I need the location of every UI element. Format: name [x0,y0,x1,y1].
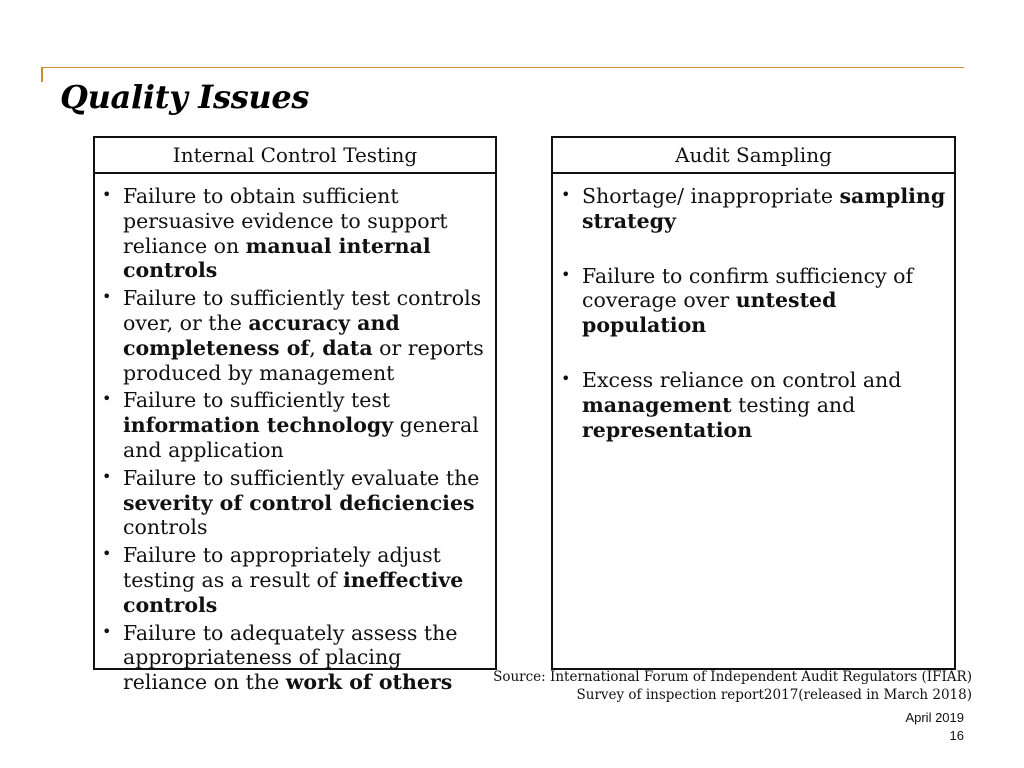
bullet-item [554,264,950,338]
slide-footer [905,709,964,745]
bullet-icon: • [561,368,571,388]
bullet-icon: • [102,466,112,486]
bullet-text-bold: representation [582,417,753,442]
bullet-text: testing and [731,392,856,417]
bullet-text: general and application [123,413,479,462]
page-number: 16 [949,728,964,743]
audit-sampling-list [554,184,950,472]
source-line-1: Source: International Forum of Independent Audit Regulators (IFIAR) [493,669,972,685]
bullet-text: Failure to obtain sufficient persuasive evidence to support reliance on [123,184,448,258]
source-line-2: Survey of inspection report2017(released in March 2018) [576,687,972,703]
bullet-item [95,466,491,540]
bullet-text: or reports produced by management [123,335,484,385]
audit-sampling-header: Audit Sampling [551,136,956,174]
bullet-icon: • [102,287,112,307]
bullet-text: Failure to sufficiently test [123,388,391,413]
bullet-item [95,184,491,283]
bullet-icon: • [561,264,571,284]
bullet-item [95,543,491,617]
internal-control-testing-header: Internal Control Testing [93,136,497,174]
bullet-icon: • [102,621,112,641]
bullet-text: Failure to sufficiently evaluate the [123,465,480,490]
bullet-text-bold: ineffective controls [123,567,464,617]
bullet-item [554,184,950,234]
footer-date: April 2019 [905,710,964,725]
bullet-item [554,368,950,442]
bullet-icon: • [102,544,112,564]
bullet-text-bold: data [322,335,373,360]
bullet-icon: • [102,185,112,204]
bullet-text-bold: manual internal controls [123,233,431,283]
bullet-text-bold: management [582,392,732,417]
bullet-text: Shortage/ inappropriate [582,184,840,208]
bullet-item [95,286,491,385]
bullet-icon: • [102,389,112,409]
bullet-text: controls [123,515,208,540]
title-rule-tick [41,67,43,82]
bullet-text: Failure to appropriately adjust testing as a result of [123,543,441,592]
bullet-text-bold: work of others [285,670,453,695]
bullet-text: Failure to sufficiently test controls over, or the [123,286,482,335]
bullet-text: Failure to confirm sufficiency of coverage over [582,263,914,313]
bullet-text-bold: untested population [582,288,837,338]
bullet-item [95,621,491,695]
bullet-text-bold: severity of control deficiencies [123,490,475,515]
source-citation [493,668,972,704]
slide-title: Quality Issues [60,78,310,116]
title-rule [41,67,964,68]
bullet-icon: • [561,185,571,204]
internal-control-testing-list [95,184,491,698]
bullet-text: Failure to adequately assess the appropriateness of placing reliance on the [123,620,458,695]
bullet-text-bold: information technology [123,413,394,438]
bullet-text-bold: accuracy and completeness of [123,310,400,360]
bullet-text: , [309,335,323,360]
bullet-text: Excess reliance on control and [582,367,902,392]
bullet-text-bold: sampling strategy [582,184,946,233]
bullet-item [95,388,491,462]
